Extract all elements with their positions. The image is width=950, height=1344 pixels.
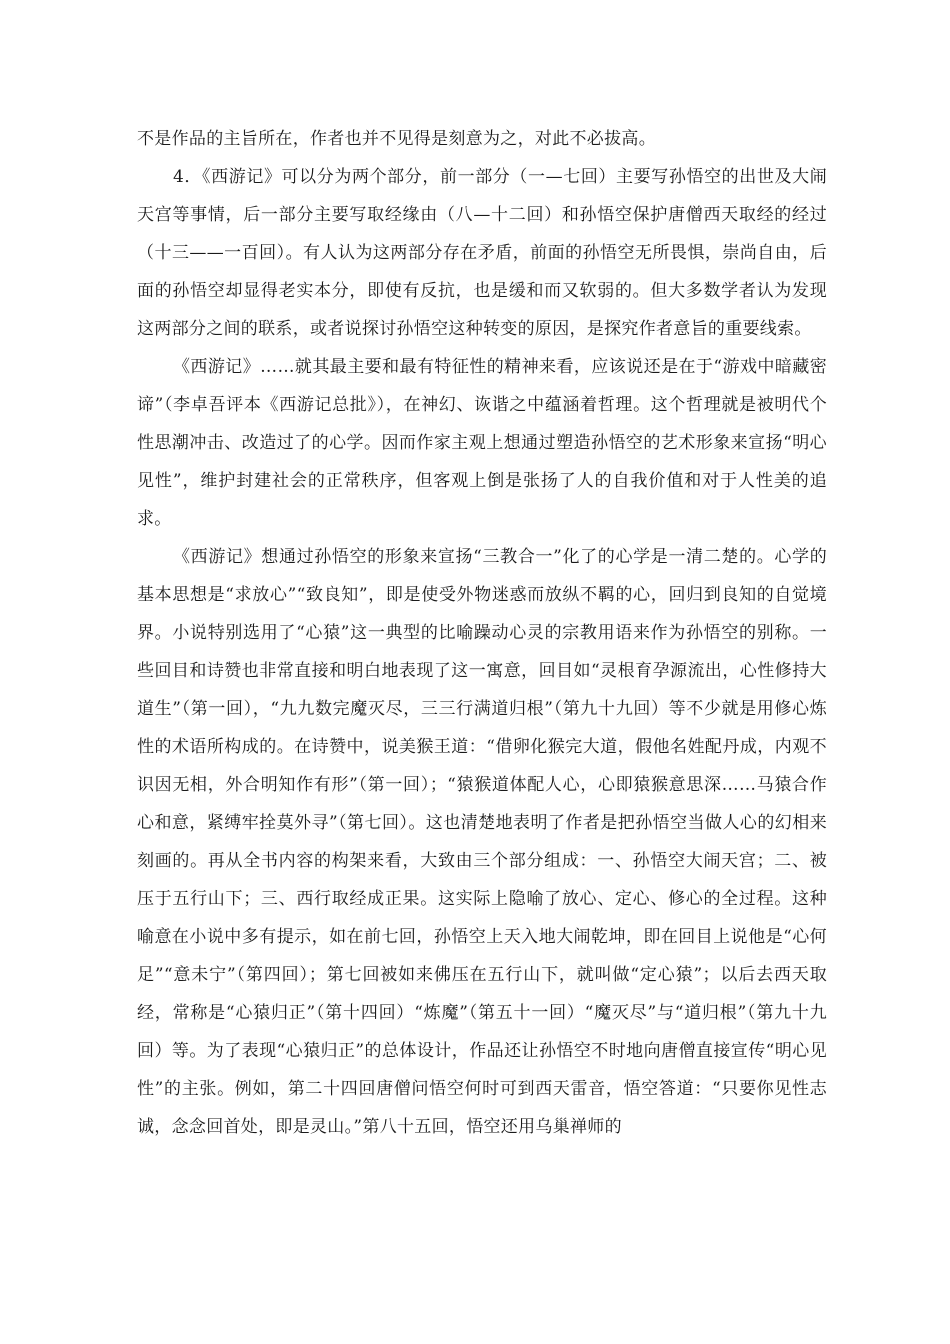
paragraph-quote-1: 《西游记》……就其最主要和最有特征性的精神来看，应该说还是在于“游戏中暗藏密谛”（李卓吾评本《西游记总批》），在神幻、诙谐之中蕴涵着哲理。这个哲理就是被明代个性思潮冲击、改造过了的心学。因而作家主观上想通过塑造孙悟空的艺术形象来宣扬“明心见性”，维护封建社会的正常秩序，但客观上倒是张扬了人的自我价值和对于人性美的追求。 — [137, 357, 827, 529]
paragraph-question-4: 4．《西游记》可以分为两个部分，前一部分（一—七回）主要写孙悟空的出世及大闹天宫等事情，后一部分主要写取经缘由（八—十二回）和孙悟空保护唐僧西天取经的经过（十三——一百回）。有人认为这两部分存在矛盾，前面的孙悟空无所畏惧，崇尚自由，后面的孙悟空却显得老实本分，即使有反抗，也是缓和而又软弱的。但大多数学者认为发现这两部分之间的联系，或者说探讨孙悟空这种转变的原因，是探究作者意旨的重要线索。 — [137, 167, 827, 339]
paragraph-continuation: 不是作品的主旨所在，作者也并不见得是刻意为之，对此不必拔高。 — [137, 129, 656, 149]
document-page — [137, 120, 827, 1146]
paragraph-quote-2: 《西游记》想通过孙悟空的形象来宣扬“三教合一”化了的心学是一清二楚的。心学的基本思想是“求放心”“致良知”，即是使受外物迷惑而放纵不羁的心，回归到良知的自觉境界。小说特别选用了“心猿”这一典型的比喻躁动心灵的宗教用语来作为孙悟空的别称。一些回目和诗赞也非常直接和明白地表现了这一寓意，回目如“灵根育孕源流出，心性修持大道生”（第一回），“九九数完魔灭尽，三三行满道归根”（第九十九回）等不少就是用修心炼性的术语所构成的。在诗赞中，说美猴王道：“借卵化猴完大道，假他名姓配丹成，内观不识因无相，外合明知作有形”（第一回）；“猿猴道体配人心，心即猿猴意思深……马猿合作心和意，紧缚牢拴莫外寻”（第七回）。这也清楚地表明了作者是把孙悟空当做人心的幻相来刻画的。再从全书内容的构架来看，大致由三个部分组成：一、孙悟空大闹天宫；二、被压于五行山下；三、西行取经成正果。这实际上隐喻了放心、定心、修心的全过程。这种喻意在小说中多有提示，如在前七回，孙悟空上天入地大闹乾坤，即在回目上说他是“心何足”“意未宁”（第四回）；第七回被如来佛压在五行山下，就叫做“定心猿”；以后去西天取经，常称是“心猿归正”（第十四回）“炼魔”（第五十一回）“魔灭尽”与“道归根”（第九十九回）等。为了表现“心猿归正”的总体设计，作品还让孙悟空不时地向唐僧直接宣传“明心见性”的主张。例如，第二十四回唐僧问悟空何时可到西天雷音，悟空答道：“只要你见性志诚，念念回首处，即是灵山。”第八十五回，悟空还用乌巢禅师的 — [137, 547, 827, 1137]
